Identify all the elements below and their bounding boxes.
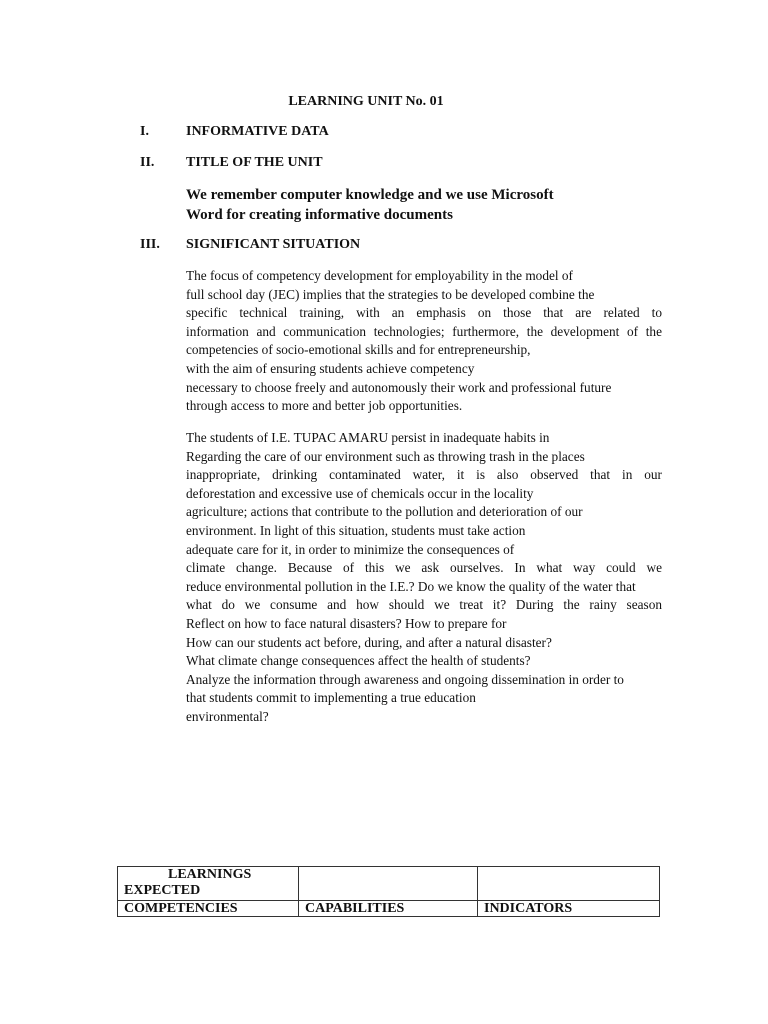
section-number-1: I. [140,124,149,139]
text-line: agriculture; actions that contribute to the pollution and deterioration of our [186,504,583,520]
table-cell-competencies: COMPETENCIES [118,901,299,917]
text-line: competencies of socio-emotional skills and for entrepreneurship, [186,342,531,358]
table-header-line: LEARNINGS [168,867,252,882]
table-row [118,867,660,901]
text-line: that students commit to implementing a true education [186,690,476,706]
section-heading-title-of-unit: TITLE OF THE UNIT [186,155,323,170]
text-line: What climate change consequences affect the health of students? [186,653,531,669]
unit-title [186,185,606,225]
unit-title-line: We remember computer knowledge and we use Microsoft [186,187,554,203]
text-line: The students of I.E. TUPAC AMARU persist in inadequate habits in [186,430,550,445]
text-line: full school day (JEC) implies that the strategies to be developed combine the [186,286,595,302]
section-heading-informative-data: INFORMATIVE DATA [186,124,329,139]
paragraph-competency-focus [186,267,662,416]
text-line: reduce environmental pollution in the I.E.? Do we know the quality of the water that [186,578,636,594]
table-cell-indicators: INDICATORS [478,901,660,917]
text-line: Reflect on how to face natural disasters? How to prepare for [186,615,507,631]
table-header-line: EXPECTED [124,883,201,898]
paragraph-environment-situation [186,429,662,727]
text-line: environmental? [186,708,269,724]
text-line: specific technical training, with an emphasis on those that are related to [186,305,662,321]
text-line: necessary to choose freely and autonomously their work and professional future [186,379,612,395]
text-line: through access to more and better job opportunities. [186,398,463,414]
text-line: How can our students act before, during, and after a natural disaster? [186,634,552,650]
text-line: climate change. Because of this we ask ourselves. In what way could we [186,560,662,576]
text-line: information and communication technologies; furthermore, the development of the [186,323,662,339]
section-number-3: III. [140,237,160,252]
text-line: Analyze the information through awareness and ongoing dissemination in order to [186,671,624,687]
learnings-expected-table [117,866,660,917]
section-number-2: II. [140,155,155,170]
text-line: Regarding the care of our environment such as throwing trash in the places [186,448,585,464]
table-cell-empty [478,867,660,901]
text-line: inappropriate, drinking contaminated water, it is also observed that in our [186,467,662,483]
text-line: with the aim of ensuring students achieve competency [186,360,475,376]
unit-title-line: Word for creating informative documents [186,207,453,223]
table-cell-empty [299,867,478,901]
table-row [118,901,660,917]
text-line: deforestation and excessive use of chemicals occur in the locality [186,485,534,501]
document-title: LEARNING UNIT No. 01 [288,94,444,109]
section-heading-significant-situation: SIGNIFICANT SITUATION [186,237,361,252]
table-cell-capabilities: CAPABILITIES [299,901,478,917]
text-line: environment. In light of this situation, students must take action [186,522,526,538]
text-line: The focus of competency development for employability in the model of [186,268,573,283]
table-header-cell [118,867,299,901]
text-line: what do we consume and how should we treat it? During the rainy season [186,597,662,613]
text-line: adequate care for it, in order to minimize the consequences of [186,541,515,557]
